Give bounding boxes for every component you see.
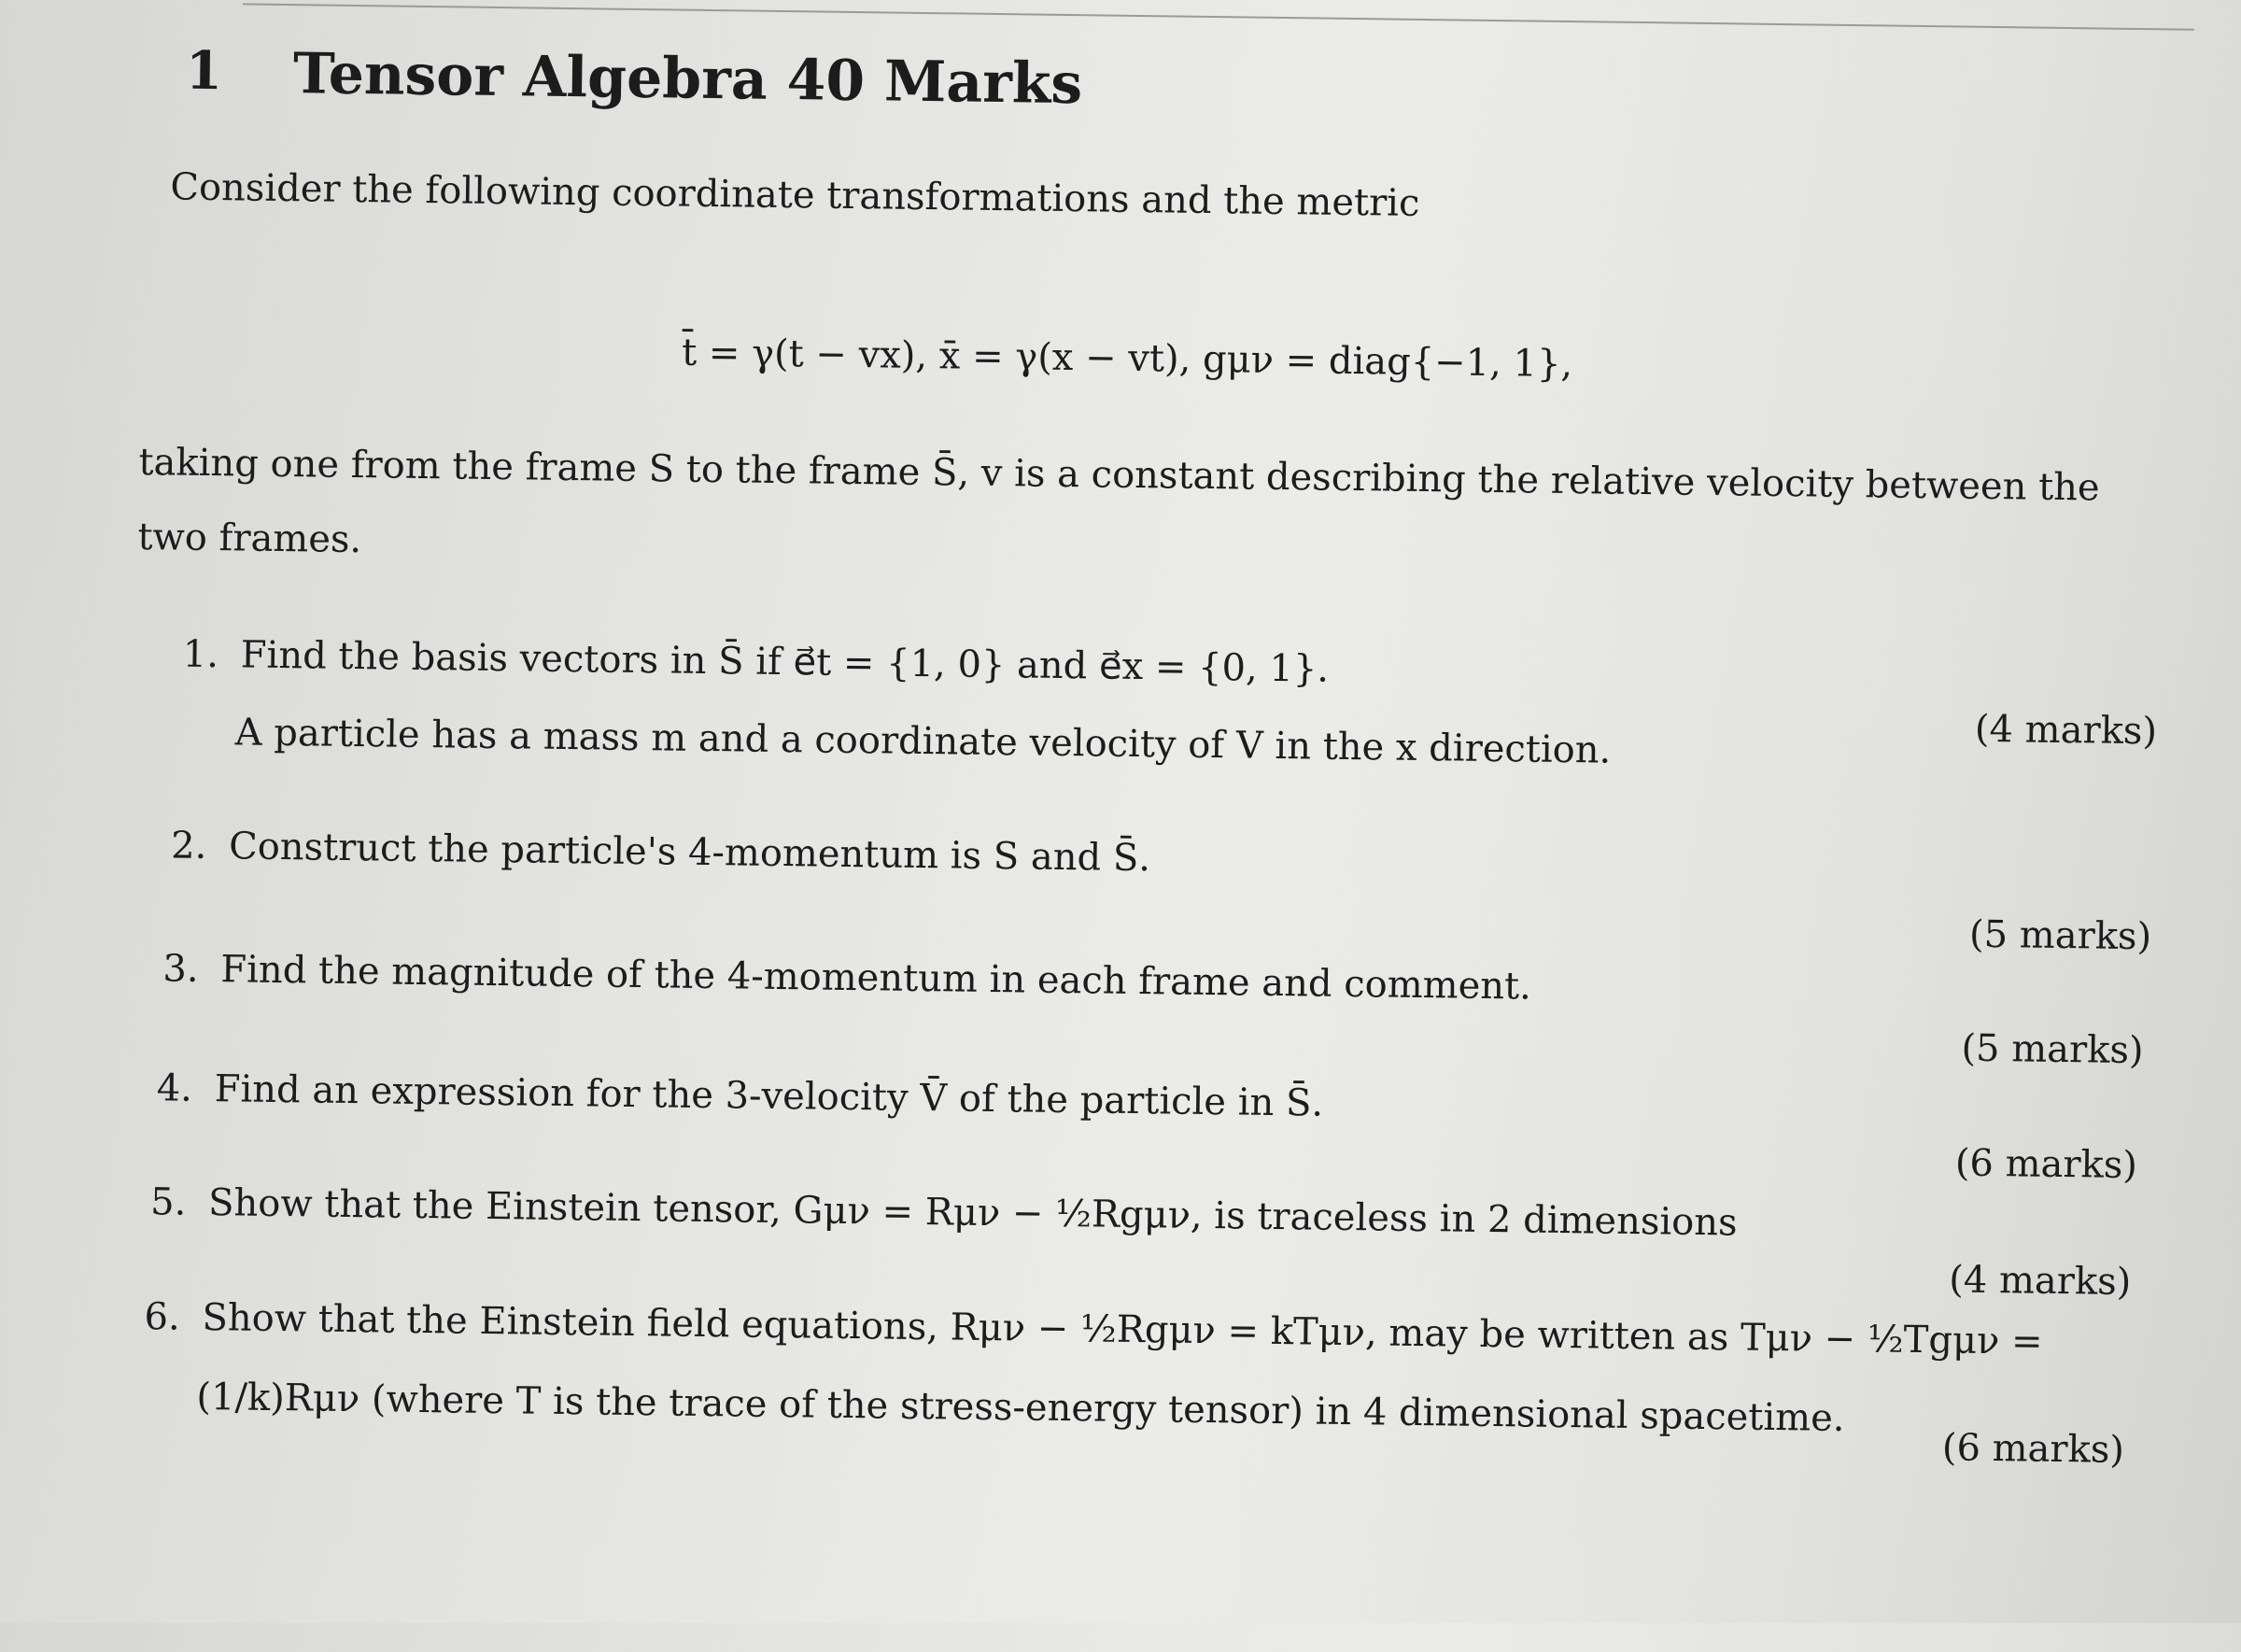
question-text: Show that the Einstein field equations, Rμν − ½Rgμν = kTμν, may be written as Tμν − ½Tgμν = — [202, 1295, 2043, 1363]
particle-statement: A particle has a mass m and a coordinate velocity of V in the x direction. — [234, 711, 1612, 772]
question-text: Show that the Einstein tensor, Gμν = Rμν − ½Rgμν, is traceless in 2 dimensions — [207, 1181, 1738, 1245]
question-3 — [162, 947, 1531, 1008]
question-text: Find the magnitude of the 4-momentum in each frame and comment. — [220, 948, 1532, 1009]
page-top-rule — [243, 3, 2194, 30]
section-number: 1 — [185, 39, 223, 103]
question-4-marks: (6 marks) — [1954, 1141, 2138, 1188]
question-text: Find an expression for the 3-velocity V̄ of the particle in S̄. — [214, 1067, 1324, 1125]
section-title: Tensor Algebra 40 Marks — [292, 41, 1083, 118]
intro-text: Consider the following coordinate transformations and the metric — [170, 165, 1420, 225]
question-6 — [144, 1295, 2043, 1363]
question-6-continued: (1/k)Rμν (where T is the trace of the stress-energy tensor) in 4 dimensional spacetime. — [196, 1375, 1845, 1440]
question-5-marks: (4 marks) — [1948, 1258, 2132, 1304]
question-6-marks: (6 marks) — [1941, 1426, 2125, 1472]
question-2 — [171, 824, 1150, 880]
question-2-marks: (5 marks) — [1968, 912, 2152, 959]
question-text: Construct the particle's 4-momentum is S and S̄. — [228, 825, 1151, 881]
transformation-equation: t̄ = γ(t − vx), x̄ = γ(x − vt), gμν = diag{−1, 1}, — [681, 331, 1573, 387]
question-1-marks: (4 marks) — [1974, 707, 2158, 754]
question-text: Find the basis vectors in S̄ if e⃗t = {1, 0} and e⃗x = {0, 1}. — [240, 633, 1330, 691]
question-number: 1. — [182, 632, 219, 677]
question-1 — [183, 633, 1330, 691]
paragraph-line-1: taking one from the frame S to the frame S̄, v is a constant describing the relative velocity between the — [138, 440, 2100, 510]
question-number: 5. — [149, 1180, 187, 1224]
paragraph-line-2: two frames. — [137, 515, 362, 562]
question-number: 6. — [144, 1295, 181, 1339]
question-4 — [156, 1066, 1323, 1124]
question-number: 2. — [170, 824, 207, 868]
question-number: 4. — [156, 1066, 193, 1110]
question-3-marks: (5 marks) — [1961, 1026, 2144, 1073]
question-5 — [150, 1180, 1738, 1244]
question-number: 3. — [162, 947, 199, 991]
